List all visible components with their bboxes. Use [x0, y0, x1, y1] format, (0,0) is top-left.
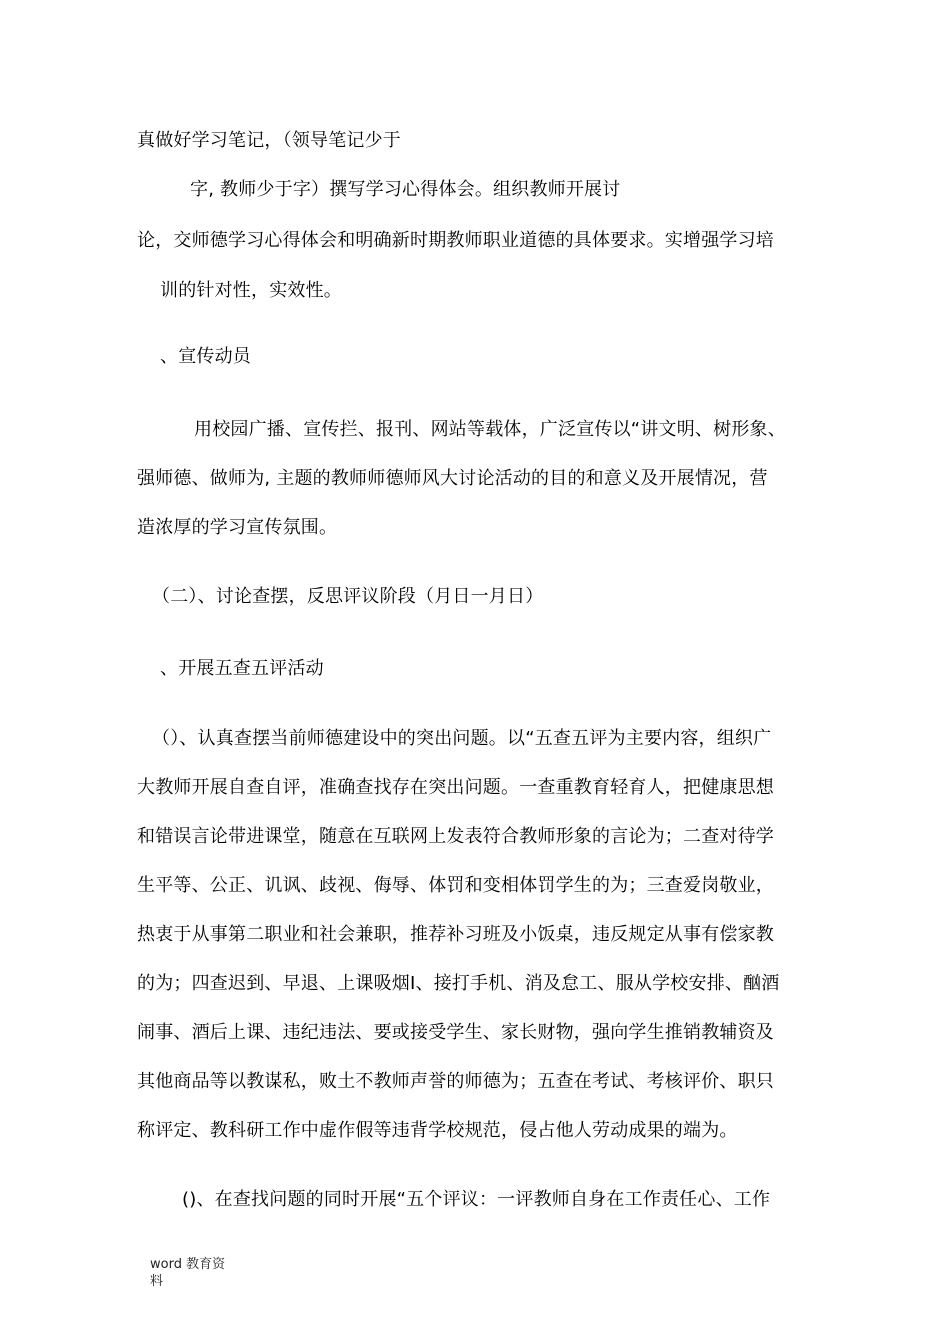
text-line-8: 造浓厚的学习宣传氛围。: [137, 517, 338, 538]
text-line-4: 训的针对性，实效性。: [160, 280, 342, 301]
footer-label: [150, 1256, 225, 1290]
text-line-14: 生平等、公正、讥讽、歧视、侮辱、体罚和变相体罚学生的为；三查爱岗敬业，: [137, 875, 774, 896]
section-heading-phase-two: （二）、讨论查摆，反思评议阶段（月日一月日）: [152, 586, 544, 607]
text-line-15: 热衷于从事第二职业和社会兼职，推荐补习班及小饭桌，违反规定从事有偿家教: [137, 924, 774, 945]
text-line-7: 强师德、做师为, 主题的教师师德师风大讨论活动的目的和意义及开展情况，营: [137, 468, 768, 489]
text-line-6: 用校园广播、宣传拦、报刊、网站等载体，广泛宣传以“讲文明、树形象、: [194, 419, 786, 440]
text-line-1: 真做好学习笔记，（领导笔记少于: [137, 130, 401, 151]
text-line-18: 其他商品等以教谋私，败土不教师声誉的师德为；五查在考试、考核评价、职只: [137, 1071, 774, 1092]
text-line-2: 字, 教师少于字）撰写学习心得体会。组织教师开展讨: [190, 179, 621, 200]
footer-line-2: 料: [150, 1274, 164, 1289]
text-line-13: 和错误言论带进课堂，随意在互联网上发表符合教师形象的言论为；二查对待学: [137, 826, 774, 847]
text-line-3: 论，交师德学习心得体会和明确新时期教师职业道德的具体要求。实增强学习培: [137, 230, 774, 251]
text-line-12: 大教师开展自查自评，准确查找存在突出问题。一查重教育轻育人，把健康思想: [137, 777, 774, 798]
text-line-20: ()、在查找问题的同时开展“五个评议：一评教师自身在工作责任心、工作: [182, 1189, 771, 1210]
text-line-19: 称评定、教科研工作中虚作假等违背学校规范，侵占他人劳动成果的端为。: [137, 1120, 738, 1141]
section-heading-five-checks: 、开展五查五评活动: [160, 658, 324, 679]
text-line-17: 闹事、酒后上课、违纪违法、要或接受学生、家长财物，强向学生推销教辅资及: [137, 1022, 774, 1043]
section-heading-publicity: 、宣传动员: [160, 346, 251, 367]
text-line-11: （）、认真查摆当前师德建设中的突出问题。以“五查五评为主要内容，组织广: [152, 728, 772, 749]
text-line-16: 的为；四查迟到、早退、上课吸烟Ⅰ、接打手机、消及怠工、服从学校安排、酗酒: [137, 973, 780, 994]
footer-line-1: word 教育资: [150, 1257, 226, 1272]
